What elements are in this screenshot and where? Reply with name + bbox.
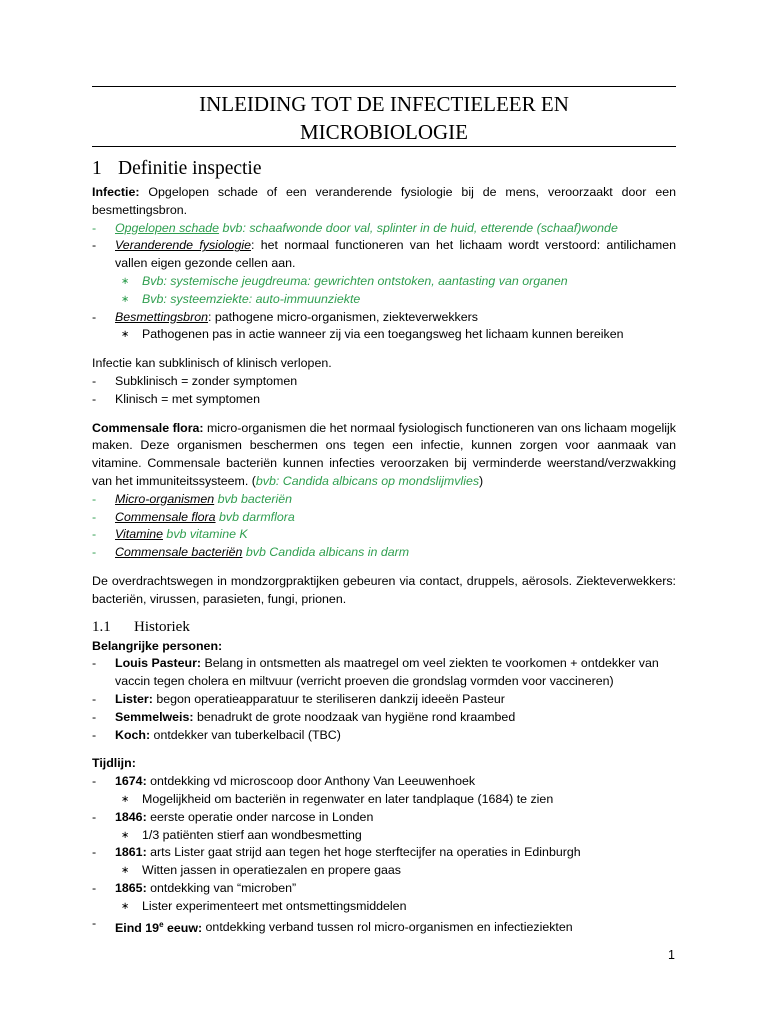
commensaal-item-example: bvb darmflora <box>215 509 295 524</box>
veranderend-sub-2: Bvb: systeemziekte: auto-immuunziekte <box>142 291 361 306</box>
document-title-line-1: INLEIDING TOT DE INFECTIELEER EN <box>199 92 569 116</box>
person-text: benadrukt de grote noodzaak van hygiëne rond kraambed <box>193 709 516 724</box>
veranderend-term: Veranderende fysiologie <box>115 238 252 253</box>
timeline-sub-1674 <box>92 791 676 809</box>
section-1-1-title: Historiek <box>134 618 190 635</box>
timeline-heading: Tijdlijn: <box>92 756 136 771</box>
star-bullet-icon: ∗ <box>121 793 130 805</box>
commensaal-item-example: bvb vitamine K <box>162 527 248 542</box>
commensaal-item-example: bvb bacteriën <box>214 491 292 506</box>
besmettingsbron-sub-1: Pathogenen pas in actie wanneer zij via een toegangsweg het lichaam kunnen bereiken <box>142 327 624 342</box>
list-item-opgelopen-schade <box>92 220 676 238</box>
person-name: Semmelweis: <box>115 709 194 724</box>
section-1-title: Definitie inspectie <box>118 158 262 179</box>
commensaal-example: bvb: Candida albicans op mondslijmvlies <box>255 473 480 488</box>
dash-bullet: - <box>92 691 97 706</box>
commensaal-item-example: bvb Candida albicans in darm <box>242 545 410 560</box>
list-item-commensale-bacterien <box>92 544 676 562</box>
section-1-1-heading <box>92 617 676 637</box>
dash-bullet: - <box>92 880 97 895</box>
list-item-subklinisch <box>92 373 676 391</box>
person-text: Belang in ontsmetten als maatregel om veel ziekten te voorkomen + ontdekker van vaccin tegen cholera en miltvuur (verricht proeven die grondslag vormden voor vaccineren) <box>115 656 659 689</box>
opgelopen-example: bvb: schaafwonde door val, splinter in de huid, etterende (schaaf)wonde <box>219 220 618 235</box>
veranderend-text: : het normaal functioneren van het lichaam wordt verstoord: antilichamen vallen eigen gezonde cellen aan. <box>115 238 676 271</box>
timeline-item-eind-19e-eeuw <box>92 915 676 937</box>
timeline-sub-1861 <box>92 862 676 880</box>
timeline-text: ontdekking van “microben” <box>146 880 297 895</box>
timeline-year: 1865: <box>115 880 147 895</box>
commensaal-term: Commensale flora: <box>92 420 204 435</box>
section-1-1-number: 1.1 <box>92 618 111 635</box>
section-1-heading <box>92 156 676 182</box>
timeline-sub-text: Witten jassen in operatiezalen en propere gaas <box>142 863 401 878</box>
timeline-sub-text: 1/3 patiënten stierf aan wondbesmetting <box>142 827 362 842</box>
timeline-item-1861 <box>92 844 676 862</box>
person-name: Koch: <box>115 727 151 742</box>
dash-bullet: - <box>92 774 97 789</box>
dash-bullet: - <box>92 656 97 671</box>
list-item-micro-organismen <box>92 491 676 509</box>
infectie-definition <box>92 184 676 220</box>
list-item-semmelweis <box>92 709 676 727</box>
person-text: ontdekker van tuberkelbacil (TBC) <box>150 727 341 742</box>
commensaal-item-term: Commensale bacteriën <box>115 545 243 560</box>
timeline-item-1674 <box>92 773 676 791</box>
list-item-veranderende-fysiologie <box>92 237 676 273</box>
dash-bullet: - <box>92 373 97 388</box>
commensaal-close: ) <box>479 473 484 488</box>
dash-bullet: - <box>92 238 97 253</box>
timeline-text: eerste operatie onder narcose in Londen <box>146 809 374 824</box>
star-bullet-icon: ∗ <box>121 829 130 841</box>
opgelopen-term: Opgelopen schade <box>115 220 220 235</box>
dash-bullet: - <box>92 309 97 324</box>
list-item-pasteur <box>92 655 676 691</box>
dash-bullet: - <box>92 809 97 824</box>
timeline-last-year <box>115 921 202 935</box>
timeline-sub-1846 <box>92 827 676 845</box>
timeline-last-suffix: eeuw: <box>163 920 203 935</box>
page-number: 1 <box>668 948 675 962</box>
document-title-line-2: MICROBIOLOGIE <box>300 120 468 144</box>
star-bullet-icon: ∗ <box>121 293 130 305</box>
commensaal-item-term: Commensale flora <box>115 509 216 524</box>
timeline-sub-1865 <box>92 898 676 916</box>
timeline-item-1846 <box>92 809 676 827</box>
sub-item-pathogenen <box>92 326 676 344</box>
document-body <box>92 156 676 937</box>
list-item-koch <box>92 727 676 745</box>
list-item-lister <box>92 691 676 709</box>
timeline-year: 1861: <box>115 845 147 860</box>
persons-heading: Belangrijke personen: <box>92 638 223 653</box>
list-item-klinisch <box>92 391 676 409</box>
verloop-item-2: Klinisch = met symptomen <box>115 391 260 406</box>
timeline-sub-text: Lister experimenteert met ontsmettingsmiddelen <box>142 898 407 913</box>
list-item-besmettingsbron <box>92 309 676 327</box>
timeline-last-prefix: Eind 19 <box>115 920 160 935</box>
dash-bullet: - <box>92 527 97 542</box>
title-bottom-rule <box>92 146 676 147</box>
timeline-sub-text: Mogelijkheid om bacteriën in regenwater en later tandplaque (1684) te zien <box>142 791 554 806</box>
person-text: begon operatieapparatuur te steriliseren dankzij ideeën Pasteur <box>152 691 505 706</box>
timeline-year: 1846: <box>115 809 147 824</box>
dash-bullet: - <box>92 491 97 506</box>
besmettingsbron-term: Besmettingsbron <box>115 309 208 324</box>
title-top-rule <box>92 86 676 87</box>
commensaal-text: micro-organismen die het normaal fysiologisch functioneren van ons lichaam mogelijk maken. Deze organismen beschermen ons tegen een infectie, kunnen zorgen voor aanmaak van vitamine. Commensale bacteriën kunnen infecties veroorzaken bij verminderde weerstand/verzwakking van het immuniteitssysteem. ( <box>92 420 676 488</box>
timeline-last-text: ontdekking verband tussen rol micro-organismen en infectieziekten <box>202 920 573 935</box>
dash-bullet: - <box>92 727 97 742</box>
infectie-text: Opgelopen schade of een veranderende fysiologie bij de mens, veroorzaakt door een besmettingsbron. <box>92 185 676 217</box>
star-bullet-icon: ∗ <box>121 329 130 341</box>
timeline-text: ontdekking vd microscoop door Anthony Van Leeuwenhoek <box>146 774 476 789</box>
timeline-year: 1674: <box>115 774 147 789</box>
dash-bullet: - <box>92 391 97 406</box>
besmettingsbron-text: : pathogene micro-organismen, ziekteverwekkers <box>207 309 478 324</box>
star-bullet-icon: ∗ <box>121 900 130 912</box>
sub-item-systeemziekte <box>92 291 676 309</box>
list-item-commensale-flora <box>92 509 676 527</box>
veranderend-sub-1: Bvb: systemische jeugdreuma: gewrichten ontstoken, aantasting van organen <box>142 273 568 288</box>
star-bullet-icon: ∗ <box>121 275 130 287</box>
verloop-intro: Infectie kan subklinisch of klinisch verlopen. <box>92 356 332 371</box>
person-name: Louis Pasteur: <box>115 656 202 671</box>
dash-bullet: - <box>92 220 97 235</box>
dash-bullet: - <box>92 845 97 860</box>
dash-bullet: - <box>92 709 97 724</box>
verloop-item-1: Subklinisch = zonder symptomen <box>115 373 298 388</box>
section-1-number: 1 <box>92 158 102 179</box>
dash-bullet: - <box>92 545 97 560</box>
star-bullet-icon: ∗ <box>121 865 130 877</box>
timeline-item-1865 <box>92 880 676 898</box>
commensale-flora-paragraph <box>92 420 676 491</box>
dash-bullet: - <box>92 509 97 524</box>
sub-item-jeugdreuma <box>92 273 676 291</box>
overdracht-paragraph: De overdrachtswegen in mondzorgpraktijken gebeuren via contact, druppels, aërosols. Ziekteverwekkers: bacteriën, virussen, parasieten, fungi, prionen. <box>92 573 676 606</box>
list-item-vitamine <box>92 526 676 544</box>
dash-bullet: - <box>92 916 97 931</box>
commensaal-item-term: Vitamine <box>115 527 163 542</box>
timeline-last-sup: e <box>159 919 164 929</box>
person-name: Lister: <box>115 691 153 706</box>
timeline-text: arts Lister gaat strijd aan tegen het hoge sterftecijfer na operaties in Edinburgh <box>146 845 581 860</box>
infectie-term: Infectie: <box>92 185 140 199</box>
commensaal-item-term: Micro-organismen <box>115 491 215 506</box>
document-title <box>92 90 676 146</box>
